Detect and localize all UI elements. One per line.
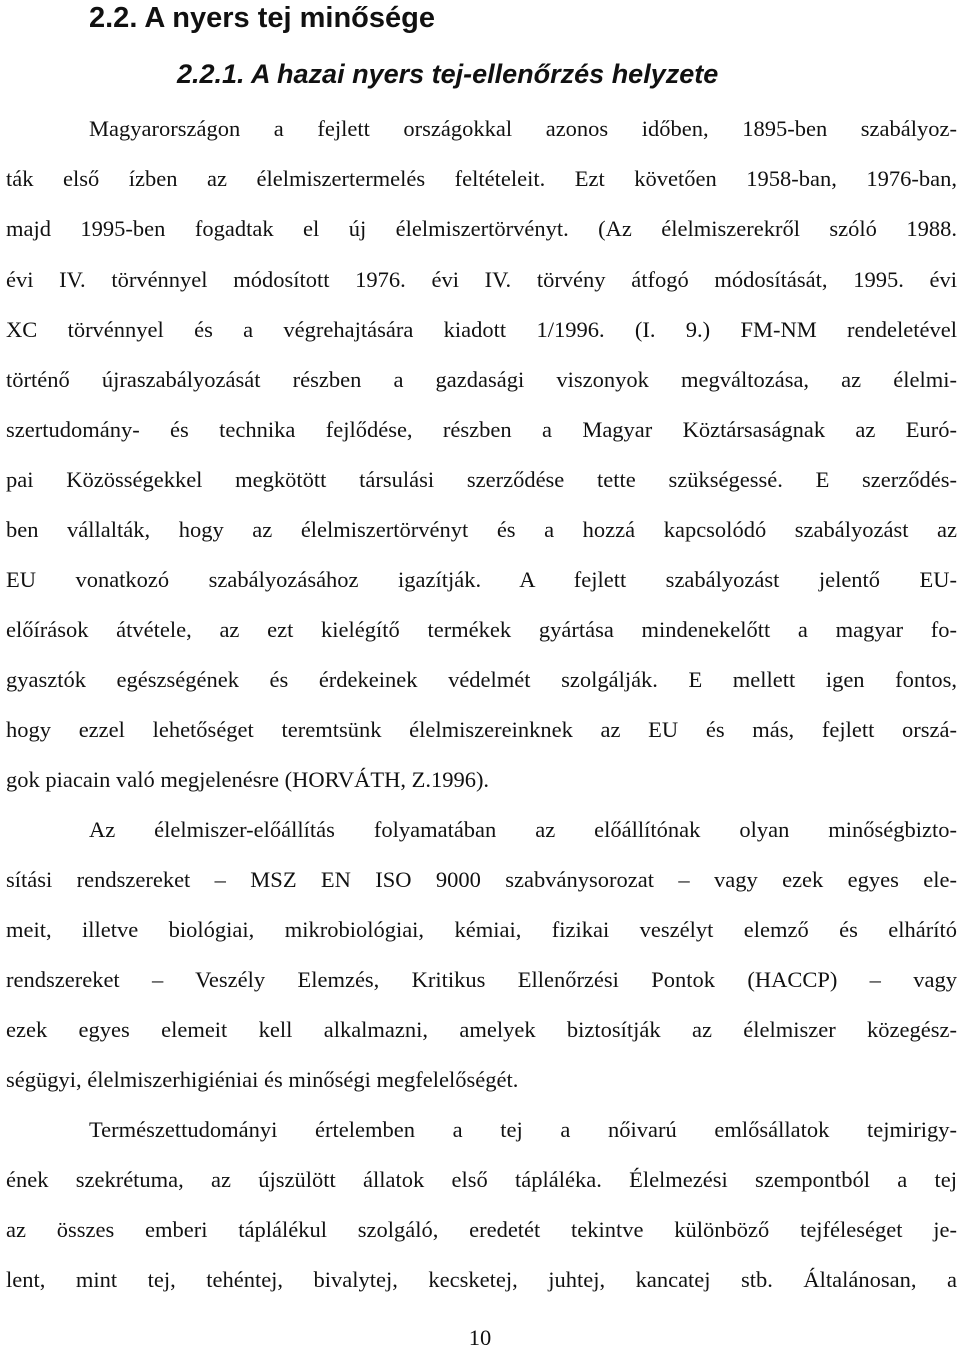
section-heading: 2.2. A nyers tej minősége — [89, 2, 435, 34]
text-line: ségügyi, élelmiszerhigiéniai és minőségi megfelelőségét. — [6, 1067, 519, 1092]
page-number: 10 — [468, 1325, 492, 1350]
text-line: EU vonatkozó szabályozásához igazítják. A fejlett szabályozást jelentő EU- — [6, 567, 957, 592]
text-line: pai Közösségekkel megkötött társulási szerződése tette szükségessé. E szerződés- — [6, 467, 957, 492]
text-line: ben vállalták, hogy az élelmiszertörvényt és a hozzá kapcsolódó szabályozást az — [6, 517, 957, 542]
text-line: ének szekrétuma, az újszülött állatok első tápláléka. Élelmezési szempontból a tej — [6, 1167, 957, 1192]
text-line: előírások átvétele, az ezt kielégítő termékek gyártása mindenekelőtt a magyar fo- — [6, 617, 957, 642]
text-line: történő újraszabályozását részben a gazdasági viszonyok megváltozása, az élelmi- — [6, 367, 957, 392]
text-line: évi IV. törvénnyel módosított 1976. évi IV. törvény átfogó módosítását, 1995. évi — [6, 267, 957, 292]
text-line: hogy ezzel lehetőséget teremtsünk élelmiszereinknek az EU és más, fejlett orszá- — [6, 717, 957, 742]
text-line: Az élelmiszer-előállítás folyamatában az előállítónak olyan minőségbizto- — [89, 817, 957, 842]
text-line: ezek egyes elemeit kell alkalmazni, amelyek biztosítják az élelmiszer közegész- — [6, 1017, 957, 1042]
subsection-heading: 2.2.1. A hazai nyers tej-ellenőrzés helyzete — [177, 59, 719, 89]
text-line: Magyarországon a fejlett országokkal azonos időben, 1895-ben szabályoz- — [89, 116, 957, 141]
text-line: ták első ízben az élelmiszertermelés feltételeit. Ezt követően 1958-ban, 1976-ban, — [6, 166, 957, 191]
text-line: szertudomány- és technika fejlődése, részben a Magyar Köztársaságnak az Euró- — [6, 417, 957, 442]
text-line: Természettudományi értelemben a tej a nőivarú emlősállatok tejmirigy- — [89, 1117, 957, 1142]
text-line: gyasztók egészségének és érdekeinek védelmét szolgálják. E mellett igen fontos, — [6, 667, 957, 692]
text-line: lent, mint tej, tehéntej, bivalytej, kecsketej, juhtej, kancatej stb. Általánosan, a — [6, 1267, 957, 1292]
text-line: rendszereket – Veszély Elemzés, Kritikus Ellenőrzési Pontok (HACCP) – vagy — [6, 967, 957, 992]
text-line: az összes emberi táplálékul szolgáló, eredetét tekintve különböző tejféleséget je- — [6, 1217, 957, 1242]
text-line: XC törvénnyel és a végrehajtására kiadott 1/1996. (I. 9.) FM-NM rendeletével — [6, 317, 957, 342]
text-line: majd 1995-ben fogadtak el új élelmiszertörvényt. (Az élelmiszerekről szóló 1988. — [6, 216, 957, 241]
text-line: meit, illetve biológiai, mikrobiológiai, kémiai, fizikai veszélyt elemző és elhárító — [6, 917, 957, 942]
text-line: sítási rendszereket – MSZ EN ISO 9000 szabványsorozat – vagy ezek egyes ele- — [6, 867, 957, 892]
text-line: gok piacain való megjelenésre (HORVÁTH, Z.1996). — [6, 767, 490, 792]
